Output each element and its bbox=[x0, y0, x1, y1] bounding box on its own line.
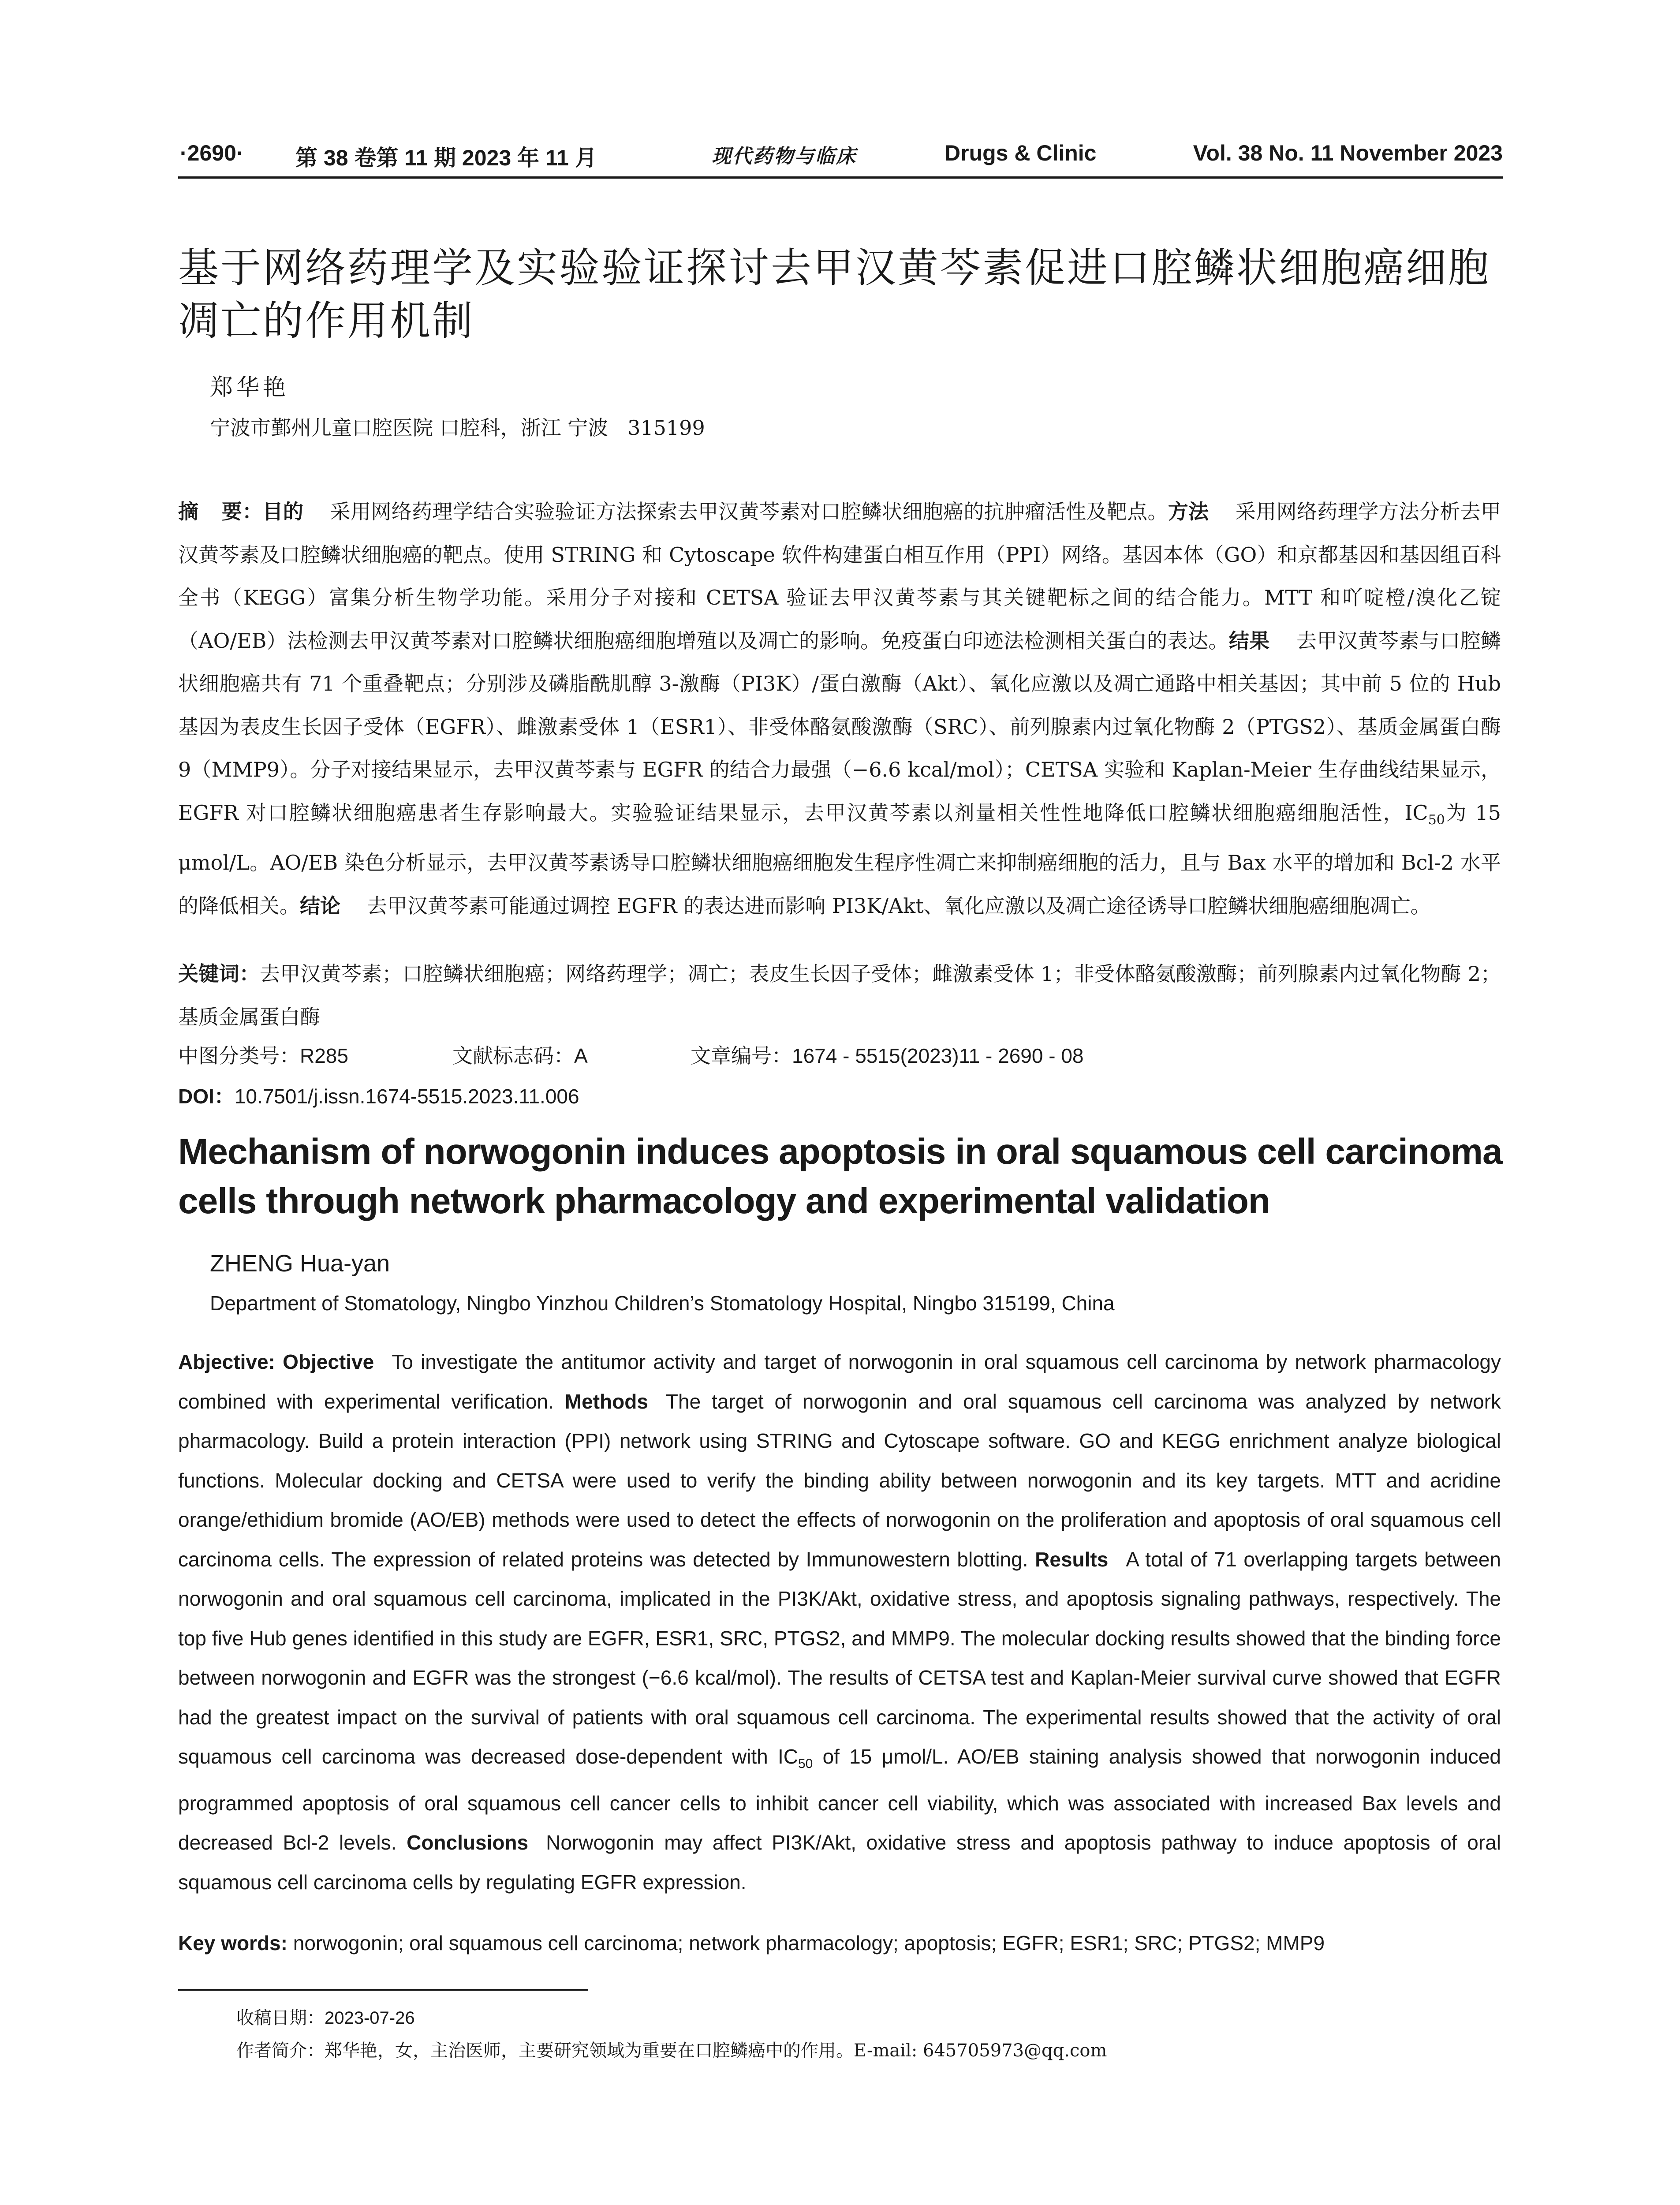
abstract-en-methods: The target of norwogonin and oral squamous cell carcinoma was analyzed by network pharmacology. Build a protein interaction (PPI) network using STRING and Cytoscape software. GO and KEGG enrichment analyze biological functions. Molecular docking and CETSA were used to verify the binding ability between norwogonin and its key targets. MTT and acridine orange/ethidium bromide (AO/EB) methods were used to detect the effects of norwogonin on the proliferation and apoptosis of oral squamous cell carcinoma cells. The expression of related proteins was detected by Immunowestern blotting. bbox=[178, 1390, 1501, 1571]
abstract-cn-methods-label: 方法 bbox=[1168, 500, 1209, 523]
ic50-subscript-en: 50 bbox=[798, 1757, 813, 1771]
abstract-en bbox=[178, 1342, 1501, 1902]
running-header bbox=[180, 140, 1503, 176]
footnote-author-bio bbox=[236, 2037, 1107, 2062]
abstract-cn-results-cont: 为 15 μmol/L。AO/EB 染色分析显示，去甲汉黄芩素诱导口腔鳞状细胞癌细胞发生程序性凋亡来抑制癌细胞的活力，且与 Bax 水平的增加和 Bcl-2 水平的降低相关。 bbox=[178, 800, 1501, 918]
abstract-cn-conclusion: 去甲汉黄芩素可能通过调控 EGFR 的表达进而影响 PI3K/Akt、氧化应激以及凋亡途径诱导口腔鳞状细胞癌细胞凋亡。 bbox=[367, 893, 1431, 918]
bio-label: 作者简介： bbox=[236, 2041, 325, 2060]
footnote-rule bbox=[178, 1989, 588, 1991]
received-date: 2023-07-26 bbox=[325, 2008, 415, 2028]
abstract-en-results-cont: of 15 μmol/L. AO/EB staining analysis showed that norwogonin induced programmed apoptosis of oral squamous cell cancer cells to inhibit cancer cell viability, which was associated with increased Bax levels and decreased Bcl-2 levels. bbox=[178, 1745, 1501, 1854]
title-cn: 基于网络药理学及实验验证探讨去甲汉黄芩素促进口腔鳞状细胞癌细胞凋亡的作用机制 bbox=[178, 246, 1491, 344]
document-code: 文献标志码：A bbox=[452, 1044, 588, 1067]
received-label: 收稿日期： bbox=[236, 2008, 325, 2028]
keywords-en-text: norwogonin; oral squamous cell carcinoma; network pharmacology; apoptosis; EGFR; ESR1; SRC; PTGS2; MMP9 bbox=[287, 1932, 1325, 1955]
keywords-cn-text: 去甲汉黄芩素；口腔鳞状细胞癌；网络药理学；凋亡；表皮生长因子受体；雌激素受体 1；非受体酪氨酸激酶；前列腺素内过氧化物酶 2；基质金属蛋白酶 bbox=[178, 962, 1501, 1029]
keywords-en bbox=[178, 1925, 1501, 1961]
abstract-en-objective-label: Objective bbox=[283, 1350, 374, 1373]
journal-name-en: Drugs & Clinic bbox=[945, 141, 1097, 165]
keywords-en-label: Key words: bbox=[178, 1932, 287, 1955]
keywords-cn-label: 关键词： bbox=[178, 962, 260, 985]
abstract-cn-results-label: 结果 bbox=[1228, 629, 1270, 652]
abstract-en-label: Abjective: bbox=[178, 1350, 275, 1373]
footnote-received bbox=[236, 2004, 415, 2029]
affiliation-cn: 宁波市鄞州儿童口腔医院 口腔科，浙江 宁波 315199 bbox=[210, 416, 705, 440]
author-en: ZHENG Hua-yan bbox=[210, 1250, 390, 1277]
title-en: Mechanism of norwogonin induces apoptosis in oral squamous cell carcinoma cells through network pharmacology and experimental validation bbox=[178, 1132, 1502, 1221]
keywords-cn bbox=[178, 953, 1501, 1039]
abstract-en-results: A total of 71 overlapping targets between norwogonin and oral squamous cell carcinoma, implicated in the PI3K/Akt, oxidative stress, and apoptosis signaling pathways, respectively. The top five Hub genes identified in this study are EGFR, ESR1, SRC, PTGS2, and MMP9. The molecular docking results showed that the binding force between norwogonin and EGFR was the strongest (−6.6 kcal/mol). The results of CETSA test and Kaplan-Meier survival curve showed that EGFR had the greatest impact on the survival of patients with oral squamous cell carcinoma. The experimental results showed that the activity of oral squamous cell carcinoma was decreased dose-dependent with IC bbox=[178, 1547, 1501, 1768]
affiliation-en: Department of Stomatology, Ningbo Yinzhou Children’s Stomatology Hospital, Ningbo 315199, China bbox=[210, 1292, 1115, 1315]
journal-name-cn: 现代药物与临床 bbox=[712, 145, 857, 168]
abstract-cn-label: 摘 要： bbox=[178, 500, 263, 523]
abstract-cn-objective-label: 目的 bbox=[262, 500, 304, 523]
abstract-en-methods-label: Methods bbox=[564, 1390, 648, 1413]
abstract-cn-conclusion-label: 结论 bbox=[300, 894, 340, 917]
header-rule bbox=[178, 176, 1503, 179]
doi-label: DOI： bbox=[178, 1085, 235, 1108]
issue-en: Vol. 38 No. 11 November 2023 bbox=[1193, 141, 1503, 165]
abstract-en-objective: To investigate the antitumor activity and target of norwogonin in oral squamous cell carcinoma by network pharmacology combined with experimental verification. bbox=[178, 1350, 1501, 1413]
doi-line bbox=[178, 1080, 579, 1110]
abstract-en-conclusions: Norwogonin may affect PI3K/Akt, oxidative stress and apoptosis pathway to induce apoptosis of oral squamous cell carcinoma cells by regulating EGFR expression. bbox=[178, 1831, 1501, 1894]
article-number: 文章编号：1674 - 5515(2023)11 - 2690 - 08 bbox=[691, 1044, 1084, 1067]
abstract-cn-objective: 采用网络药理学结合实验验证方法探索去甲汉黄芩素对口腔鳞状细胞癌的抗肿瘤活性及靶点。 bbox=[330, 500, 1168, 523]
doi-value[interactable]: 10.7501/j.issn.1674-5515.2023.11.006 bbox=[234, 1085, 579, 1108]
issue-cn: 第 38 卷第 11 期 2023 年 11 月 bbox=[295, 146, 597, 170]
ic50-subscript: 50 bbox=[1428, 812, 1445, 828]
abstract-cn-methods: 采用网络药理学方法分析去甲汉黄芩素及口腔鳞状细胞癌的靶点。使用 STRING 和 Cytoscape 软件构建蛋白相互作用（PPI）网络。基因本体（GO）和京都基因和基因组百科全书（KEGG）富集分析生物学功能。采用分子对接和 CETSA 验证去甲汉黄芩素与其关键靶标之间的结合能力。MTT 和吖啶橙/溴化乙锭（AO/EB）法检测去甲汉黄芩素对口腔鳞状细胞癌细胞增殖以及凋亡的影响。免疫蛋白印迹法检测相关蛋白的表达。 bbox=[178, 500, 1501, 653]
page-number: ·2690· bbox=[180, 141, 244, 165]
abstract-cn-results: 去甲汉黄芩素与口腔鳞状细胞癌共有 71 个重叠靶点；分别涉及磷脂酰肌醇 3-激酶（PI3K）/蛋白激酶（Akt）、氧化应激以及凋亡通路中相关基因；其中前 5 位的 Hub 基因为表皮生长因子受体（EGFR）、雌激素受体 1（ESR1）、非受体酪氨酸激酶（SRC）、前列腺素内过氧化物酶 2（PTGS2）、基质金属蛋白酶 9（MMP9）。分子对接结果显示，去甲汉黄芩素与 EGFR 的结合力最强（−6.6 kcal/mol）；CETSA 实验和 Kaplan-Meier 生存曲线结果显示，EGFR 对口腔鳞状细胞癌患者生存影响最大。实验验证结果显示，去甲汉黄芩素以剂量相关性性地降低口腔鳞状细胞癌细胞活性，IC bbox=[178, 628, 1501, 825]
bio-text: 郑华艳，女，主治医师，主要研究领域为重要在口腔鳞癌中的作用。E-mail: 645705973@qq.com bbox=[325, 2041, 1107, 2061]
author-cn: 郑华艳 bbox=[210, 374, 290, 401]
abstract-en-conclusions-label: Conclusions bbox=[407, 1831, 529, 1854]
clc-number: 中图分类号：R285 bbox=[178, 1044, 348, 1067]
abstract-cn bbox=[178, 490, 1501, 927]
abstract-en-results-label: Results bbox=[1035, 1547, 1109, 1571]
